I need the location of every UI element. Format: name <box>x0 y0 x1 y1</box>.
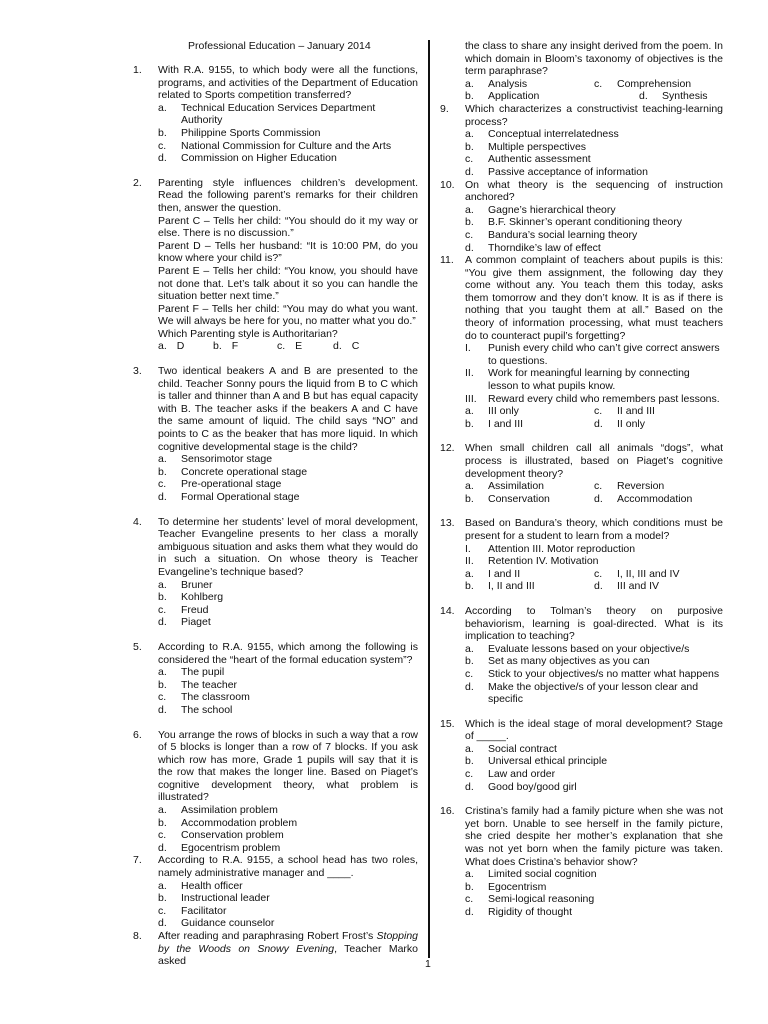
roman-label: I. <box>465 342 471 355</box>
roman-item <box>465 393 723 406</box>
question-body <box>158 854 418 930</box>
option-label: b. <box>158 591 167 604</box>
option-d <box>465 681 723 706</box>
option-c <box>158 478 418 491</box>
options-list <box>465 128 723 178</box>
option-text: Assimilation <box>488 480 545 493</box>
option-text: Universal ethical principle <box>488 755 608 768</box>
roman-label: II. <box>465 367 474 380</box>
option-label: d. <box>158 703 167 716</box>
option-label: b. <box>465 755 474 768</box>
option-text: Concrete operational stage <box>181 465 308 478</box>
option-label: b. <box>158 816 167 829</box>
option-text: Limited social cognition <box>488 868 597 881</box>
option-label: c. <box>158 603 167 616</box>
question-12 <box>440 442 723 505</box>
option-label: b. <box>213 340 222 353</box>
option-d <box>158 704 418 717</box>
option-a <box>158 453 418 466</box>
option-label: a. <box>465 742 474 755</box>
option-label: c. <box>158 478 167 491</box>
question-number: 2. <box>133 176 142 189</box>
option-label: b. <box>465 417 474 430</box>
option-text: III and IV <box>617 580 660 593</box>
option-text: Kohlberg <box>181 591 224 604</box>
question-13 <box>440 517 723 593</box>
option-label: d. <box>465 780 474 793</box>
option-c <box>465 153 723 166</box>
option-label: c. <box>465 768 474 781</box>
option-label: d. <box>594 417 603 430</box>
question-number: 7. <box>133 854 142 867</box>
question-body <box>465 805 723 918</box>
option-text: Accommodation problem <box>181 816 298 829</box>
question-9 <box>440 103 723 179</box>
option-a <box>465 743 723 756</box>
options-list <box>465 643 723 706</box>
option-c <box>594 480 723 493</box>
option-c <box>158 691 418 704</box>
roman-text: Retention IV. Motivation <box>488 555 599 568</box>
option-label: d. <box>594 580 603 593</box>
question-number: 15. <box>440 717 455 730</box>
question-body <box>158 729 418 855</box>
option-label: c. <box>594 480 603 493</box>
option-b <box>465 418 594 431</box>
option-label: a. <box>158 879 167 892</box>
option-label: a. <box>465 868 474 881</box>
option-a <box>158 666 418 679</box>
option-text: Technical Education Services Department Authority <box>181 101 376 127</box>
question-stem: According to R.A. 9155, a school head has two roles, namely administrative manager and ____. <box>158 854 418 880</box>
option-a <box>158 102 418 127</box>
question-line: Parent F – Tells her child: “You may do what you want. We will always be here for you, no matter what you do.” <box>158 302 418 328</box>
option-a <box>465 128 723 141</box>
option-b <box>158 591 418 604</box>
question-line: Parent C – Tells her child: “You should do it my way or else. There is no discussion.” <box>158 214 418 240</box>
option-label: b. <box>465 880 474 893</box>
roman-text: Reward every child who remembers past lessons. <box>488 392 720 405</box>
roman-label: I. <box>465 542 471 555</box>
option-label: c. <box>158 904 167 917</box>
option-label: d. <box>465 906 474 918</box>
option-text: Semi-logical reasoning <box>488 893 595 906</box>
option-a <box>158 880 418 893</box>
option-label: d. <box>158 152 167 165</box>
options-list <box>158 880 418 930</box>
option-b: b. Application <box>465 90 540 103</box>
option-label: b. <box>158 465 167 478</box>
question-14 <box>440 605 723 706</box>
question-number: 13. <box>440 517 455 530</box>
option-text: Formal Operational stage <box>181 491 300 503</box>
option-b <box>465 216 723 229</box>
option-label: b. <box>158 126 167 139</box>
option-text: National Commission for Culture and the Arts <box>181 139 392 152</box>
option-text: Make the objective/s of your lesson clear and specific <box>488 680 699 706</box>
option-text: III only <box>488 405 519 418</box>
question-10 <box>440 179 723 255</box>
roman-label: III. <box>465 392 477 405</box>
option-a <box>158 804 418 817</box>
options-list <box>465 204 723 254</box>
option-b <box>465 655 723 668</box>
option-label: c. <box>158 691 167 704</box>
option-text: Sensorimotor stage <box>181 453 273 466</box>
option-label: a. <box>465 203 474 216</box>
options-list <box>465 868 723 918</box>
option-b <box>465 493 594 506</box>
option-text: Rigidity of thought <box>488 906 573 918</box>
question-body <box>465 442 723 505</box>
options-list <box>158 804 418 854</box>
question-body <box>465 718 723 794</box>
question-stem: On what theory is the sequencing of instruction anchored? <box>465 178 723 204</box>
roman-text: Work for meaningful learning by connecting lesson to what pupils know. <box>488 367 690 393</box>
option-text: Health officer <box>181 879 243 892</box>
option-text: Stick to your objectives/s no matter what happens <box>488 667 720 680</box>
option-label: d. <box>158 841 167 854</box>
option-text: I, II and III <box>488 580 535 593</box>
option-label: c. <box>594 405 603 418</box>
roman-item <box>465 367 723 392</box>
roman-item <box>465 342 723 367</box>
question-stem: With R.A. 9155, to which body were all the functions, programs, and activities of the Department of Education related to Sports competition transferred? <box>158 64 418 102</box>
option-a <box>465 568 594 581</box>
option-label: a. <box>158 578 167 591</box>
roman-item <box>465 555 723 568</box>
question-body <box>465 605 723 706</box>
option-text: Conceptual interrelatedness <box>488 128 619 141</box>
options-grid <box>465 480 723 505</box>
options-list <box>158 666 418 716</box>
option-text: The pupil <box>181 666 225 679</box>
question-6 <box>133 729 418 855</box>
option-label: c. <box>465 893 474 906</box>
option-text: II and III <box>617 405 655 418</box>
option-text: Egocentrism problem <box>181 841 281 854</box>
option-label: a. <box>158 453 167 466</box>
option-b <box>465 580 594 593</box>
option-label: b. <box>465 580 474 593</box>
left-column <box>133 64 418 980</box>
option-text: II only <box>617 417 646 430</box>
option-label: d. <box>465 680 474 693</box>
question-body <box>158 64 418 165</box>
option-label: d. <box>465 241 474 254</box>
option-label: c. <box>277 340 286 353</box>
option-a <box>465 204 723 217</box>
option-label: a. <box>158 804 167 817</box>
option-d <box>333 340 373 353</box>
roman-text: Attention III. Motor reproduction <box>488 542 636 555</box>
option-b <box>158 466 418 479</box>
option-d <box>594 580 723 593</box>
option-text: Bandura’s social learning theory <box>488 228 638 241</box>
option-d <box>465 906 723 919</box>
option-c <box>158 140 418 153</box>
poem-title: Stopping by the Woods on Snowy Evening <box>158 930 418 955</box>
options-list <box>158 102 418 165</box>
option-c <box>158 905 418 918</box>
question-body <box>158 930 418 968</box>
question-number: 11. <box>440 254 454 267</box>
option-c <box>465 229 723 242</box>
option-text: Evaluate lessons based on your objective/s <box>488 642 690 655</box>
question-stem: Which characterizes a constructivist teaching-learning process? <box>465 102 723 128</box>
option-label: a. <box>158 101 167 114</box>
option-label: d. <box>158 616 167 629</box>
right-column <box>440 40 723 931</box>
question-body <box>158 641 418 717</box>
question-stem: You arrange the rows of blocks in such a way that a row of 5 blocks is longer than a row of 7 blocks. If you ask which row has more, Grade 1 pupils will say that it is the row that makes the longer line. Based on Piaget’s cognitive development theory, what problem is illustrated? <box>158 728 418 804</box>
option-label: a. <box>465 480 474 493</box>
question-stem: Based on Bandura’s theory, which conditions must be present for a student to learn from a model? <box>465 517 723 542</box>
option-text: I and III <box>488 417 524 430</box>
question-line: Which Parenting style is Authoritarian? <box>158 327 338 340</box>
question-body <box>465 254 723 430</box>
options-list <box>465 743 723 793</box>
option-label: b. <box>465 140 474 153</box>
question-number: 5. <box>133 640 142 653</box>
option-text: Piaget <box>181 616 211 629</box>
stem-text: , Teacher Marko asked <box>158 942 419 968</box>
option-text: Conservation <box>488 492 550 505</box>
option-label: b. <box>465 655 474 668</box>
option-c <box>277 340 333 353</box>
option-label: a. <box>465 567 474 580</box>
option-d <box>158 616 418 629</box>
option-label: c. <box>465 667 474 680</box>
option-label: d. <box>594 492 603 505</box>
option-a <box>465 868 723 881</box>
option-d <box>158 842 418 855</box>
option-text: Egocentrism <box>488 880 547 893</box>
option-text: I, II, III and IV <box>617 567 680 580</box>
option-text: Commission on Higher Education <box>181 152 337 165</box>
question-stem: A common complaint of teachers about pupils is this: “You give them assignment, the following day they come without any. You teach them this today, asks them tomorrow and they don’t know. It is as if there is nothing that you taught them at all.” Based on the theory of information processing, what must teachers do to counteract pupil’s forgetting? <box>465 254 723 342</box>
option-d <box>465 242 723 255</box>
option-text: I and II <box>488 567 521 580</box>
option-text: Freud <box>181 603 209 616</box>
option-label: a. <box>158 340 167 353</box>
option-text: Thorndike’s law of effect <box>488 241 601 254</box>
option-a <box>465 480 594 493</box>
option-b <box>213 340 277 353</box>
question-7 <box>133 854 418 930</box>
options-grid <box>465 78 723 103</box>
question-16 <box>440 805 723 918</box>
option-a <box>465 405 594 418</box>
question-number: 3. <box>133 365 142 378</box>
option-text: F <box>231 340 239 353</box>
option-text: The classroom <box>181 691 250 704</box>
option-label: d. <box>158 917 167 930</box>
question-number: 12. <box>440 442 455 455</box>
option-text: Pre-operational stage <box>181 478 282 491</box>
option-text: B.F. Skinner’s operant conditioning theory <box>488 216 682 229</box>
option-b <box>158 679 418 692</box>
question-number: 10. <box>440 178 455 191</box>
question-stem: Two identical beakers A and B are presented to the child. Teacher Sonny pours the liquid from B to C which is taller and thinner than A and B but has equal capacity with B. The teacher asks if the beakers A and C have the same amount of liquid. The child says “NO” and points to C as the beaker that has more liquid. In which cognitive developmental stage is the child? <box>158 365 418 453</box>
option-text: The school <box>181 703 233 716</box>
roman-item <box>465 543 723 556</box>
question-stem <box>158 930 418 968</box>
option-text: E <box>295 340 303 353</box>
question-line: Parent E – Tells her child: “You know, you should have not done that. Let’s talk about it so you can handle the situation better next time.” <box>158 264 418 303</box>
question-8-continued <box>440 40 723 103</box>
question-stem: the class to share any insight derived from the poem. In which domain in Bloom’s taxonomy of objectives is the term paraphrase? <box>465 40 723 78</box>
option-text: Authentic assessment <box>488 153 591 166</box>
option-a <box>158 579 418 592</box>
option-text: The teacher <box>181 678 238 691</box>
option-d <box>594 418 723 431</box>
question-2 <box>133 177 418 353</box>
option-text: Gagne’s hierarchical theory <box>488 203 616 216</box>
option-text: C <box>351 340 360 353</box>
question-stem: Parenting style influences children’s development. Read the following parent’s remarks for their children then, answer the question. <box>158 176 418 214</box>
option-b <box>465 755 723 768</box>
option-c: c. Comprehension <box>594 77 692 90</box>
option-a <box>465 643 723 656</box>
option-text: Law and order <box>488 768 556 781</box>
question-number: 6. <box>133 728 142 741</box>
question-body <box>465 103 723 179</box>
option-b <box>158 127 418 140</box>
options-grid <box>465 405 723 430</box>
column-divider <box>428 40 430 958</box>
option-text: Social contract <box>488 742 557 755</box>
question-body <box>158 177 418 353</box>
question-number: 14. <box>440 604 455 617</box>
option-d: d. Synthesis <box>639 90 708 103</box>
option-b <box>465 141 723 154</box>
option-text: Multiple perspectives <box>488 140 587 153</box>
option-b <box>158 817 418 830</box>
page-number: 1 <box>425 958 431 970</box>
question-stem: To determine her students’ level of moral development, Teacher Evangeline presents to her class a morally ambiguous situation and asks them what they would do in such a situation. On whose theory is Teacher Evangeline’s technique based? <box>158 515 418 578</box>
option-c <box>465 893 723 906</box>
option-text: Accommodation <box>617 492 693 505</box>
option-label: c. <box>594 567 603 580</box>
question-stem: According to Tolman’s theory on purposive behaviorism, learning is goal-directed. What is its implication to teaching? <box>465 604 723 643</box>
option-label: b. <box>158 678 167 691</box>
option-c <box>158 829 418 842</box>
option-label: d. <box>158 491 167 503</box>
question-4 <box>133 516 418 629</box>
option-text: Good boy/good girl <box>488 780 577 793</box>
question-number: 9. <box>440 102 449 115</box>
stem-text: After reading and paraphrasing Robert Frost’s <box>158 930 377 942</box>
question-1 <box>133 64 418 165</box>
option-c <box>465 768 723 781</box>
option-text: Reversion <box>617 480 665 493</box>
question-8 <box>133 930 418 968</box>
option-text: Passive acceptance of information <box>488 165 648 178</box>
question-15 <box>440 718 723 794</box>
option-text: Guidance counselor <box>181 917 275 930</box>
option-label: d. <box>333 340 342 353</box>
options-grid <box>465 568 723 593</box>
question-stem: When small children call all animals “dogs”, what process is illustrated, based on Piaget’s cognitive development theory? <box>465 442 723 480</box>
option-d <box>465 781 723 794</box>
question-5 <box>133 641 418 717</box>
roman-text: Punish every child who can’t give correct answers to questions. <box>488 342 720 367</box>
option-text: Philippine Sports Commission <box>181 126 321 139</box>
question-3 <box>133 365 418 504</box>
question-body <box>465 517 723 593</box>
page-title: Professional Education – January 2014 <box>188 40 371 52</box>
option-a <box>158 340 213 353</box>
option-d <box>158 917 418 930</box>
option-d <box>158 491 418 504</box>
option-c <box>594 405 723 418</box>
question-number: 4. <box>133 515 142 528</box>
option-label: a. <box>465 642 474 655</box>
options-list <box>158 579 418 629</box>
question-stem: Which is the ideal stage of moral development? Stage of _____. <box>465 717 723 743</box>
option-d <box>594 493 723 506</box>
option-text: Facilitator <box>181 904 227 917</box>
option-d <box>158 152 418 165</box>
option-text: Conservation problem <box>181 829 284 842</box>
option-text: Bruner <box>181 578 213 591</box>
question-number: 16. <box>440 805 455 818</box>
option-label: b. <box>465 216 474 229</box>
question-number: 1. <box>133 64 142 76</box>
question-body <box>158 365 418 504</box>
option-d <box>465 166 723 179</box>
question-stem: According to R.A. 9155, which among the following is considered the “heart of the formal education system”? <box>158 640 418 666</box>
option-label: c. <box>465 228 474 241</box>
option-label: b. <box>158 892 167 905</box>
inline-options <box>158 340 418 353</box>
roman-label: II. <box>465 555 474 568</box>
question-body <box>465 179 723 255</box>
question-line: Parent D – Tells her husband: “It is 10:00 PM, do you know where your child is?” <box>158 239 418 265</box>
option-c <box>465 668 723 681</box>
option-c <box>158 604 418 617</box>
option-b <box>465 881 723 894</box>
option-text: Set as many objectives as you can <box>488 655 650 668</box>
option-label: a. <box>465 405 474 418</box>
option-a: a. Analysis <box>465 77 528 90</box>
option-label: c. <box>465 153 474 166</box>
option-c <box>594 568 723 581</box>
options-list <box>158 453 418 503</box>
option-b <box>158 892 418 905</box>
question-body <box>158 516 418 629</box>
option-label: c. <box>158 139 167 152</box>
question-number: 8. <box>133 930 142 942</box>
question-11 <box>440 254 723 430</box>
option-text: Assimilation problem <box>181 804 278 817</box>
option-label: a. <box>158 666 167 679</box>
option-label: c. <box>158 829 167 842</box>
option-label: d. <box>465 165 474 178</box>
option-text: D <box>176 340 185 353</box>
option-text: Instructional leader <box>181 892 270 905</box>
option-label: b. <box>465 492 474 505</box>
question-stem: Cristina’s family had a family picture when she was not yet born. Unable to see herself in the family picture, she cried despite her mother’s explanation that she was not yet born when the family picture was taken. What does Cristina’s behavior show? <box>465 805 723 868</box>
option-label: a. <box>465 128 474 141</box>
